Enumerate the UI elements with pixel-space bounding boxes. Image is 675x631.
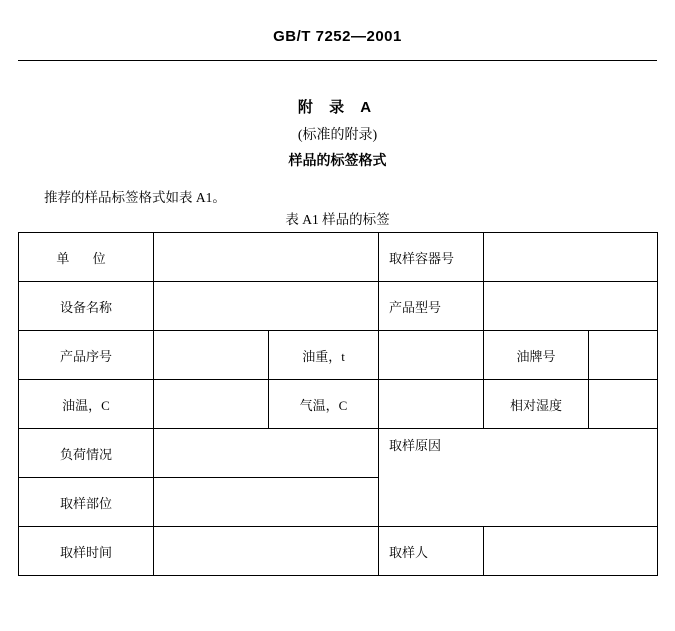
table-row: [19, 380, 658, 429]
field-label-sampling-position: 取样部位: [19, 478, 154, 527]
field-value-sampling-time[interactable]: [154, 527, 379, 576]
field-label-sampler: 取样人: [379, 527, 484, 576]
field-value-container-no[interactable]: [484, 233, 658, 282]
field-value-oil-temperature[interactable]: [154, 380, 269, 429]
table-row: [19, 527, 658, 576]
table-row: [19, 282, 658, 331]
field-value-air-temperature[interactable]: [379, 380, 484, 429]
table-row: [19, 429, 658, 478]
field-value-unit[interactable]: [154, 233, 379, 282]
field-label-product-model: 产品型号: [379, 282, 484, 331]
appendix-title: 附 录 A: [297, 99, 378, 116]
page-header: GB/T 7252—2001: [273, 28, 402, 45]
field-label-sampling-time: 取样时间: [19, 527, 154, 576]
header-divider: [18, 60, 657, 61]
field-value-oil-weight[interactable]: [379, 331, 484, 380]
field-label-air-temperature: 气温，C: [269, 380, 379, 429]
sample-label-table: [18, 232, 658, 576]
field-value-load-condition[interactable]: [154, 429, 379, 478]
field-label-unit: 单 位: [19, 233, 154, 282]
table-caption: 表 A1 样品的标签: [285, 212, 390, 227]
field-value-product-serial[interactable]: [154, 331, 269, 380]
body-paragraph: 推荐的样品标签格式如表 A1。: [44, 190, 226, 205]
field-label-container-no: 取样容器号: [379, 233, 484, 282]
field-value-product-model[interactable]: [484, 282, 658, 331]
field-label-equipment-name: 设备名称: [19, 282, 154, 331]
field-label-relative-humidity: 相对湿度: [484, 380, 589, 429]
table-row: [19, 233, 658, 282]
field-value-sampling-position[interactable]: [154, 478, 379, 527]
field-label-oil-weight: 油重，t: [269, 331, 379, 380]
field-value-sampler[interactable]: [484, 527, 658, 576]
field-label-oil-brand: 油牌号: [484, 331, 589, 380]
field-value-relative-humidity[interactable]: [589, 380, 658, 429]
field-value-oil-brand[interactable]: [589, 331, 658, 380]
field-value-equipment-name[interactable]: [154, 282, 379, 331]
field-label-product-serial: 产品序号: [19, 331, 154, 380]
appendix-subtitle: (标准的附录): [297, 128, 378, 143]
table-row: [19, 331, 658, 380]
field-label-sampling-reason[interactable]: 取样原因: [379, 429, 658, 527]
field-label-oil-temperature: 油温，C: [19, 380, 154, 429]
appendix-heading: 样品的标签格式: [288, 152, 387, 168]
field-label-load-condition: 负荷情况: [19, 429, 154, 478]
